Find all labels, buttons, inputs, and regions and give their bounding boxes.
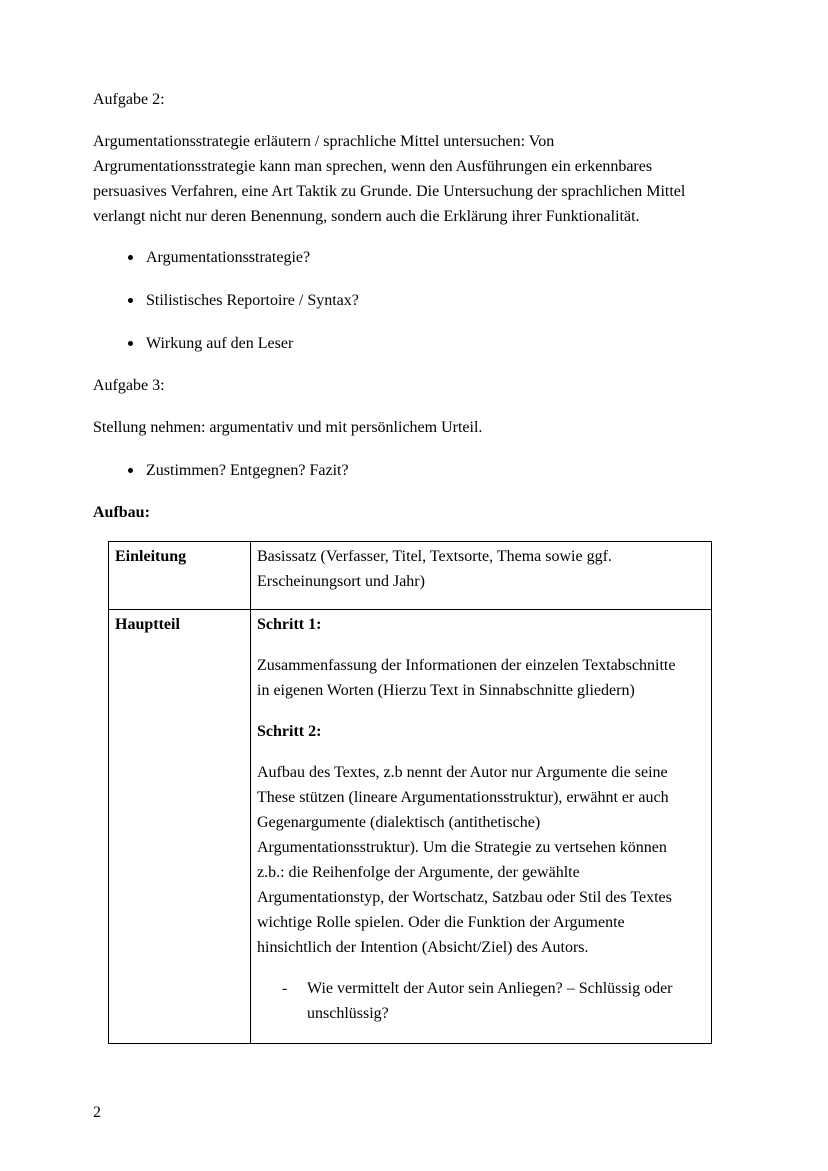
bullet-item: Argumentationsstrategie?	[128, 245, 310, 270]
row-label: Hauptteil	[109, 610, 251, 1044]
aufgabe2-bullet-list	[128, 331, 293, 356]
bullet-item: Stilistisches Reportoire / Syntax?	[128, 288, 359, 313]
cell-line: These stützen (lineare Argumentationsstruktur), erwähnt er auch	[257, 789, 669, 806]
cell-line: Aufbau des Textes, z.b nennt der Autor nur Argumente die seine	[257, 764, 668, 781]
cell-line: z.b.: die Reihenfolge der Argumente, der gewählte	[257, 864, 580, 881]
aufgabe2-heading: Aufgabe 2:	[93, 91, 165, 108]
cell-line: Erscheinungsort und Jahr)	[257, 573, 425, 590]
aufgabe2-paragraph	[93, 129, 733, 229]
dash-list-item	[257, 976, 705, 1026]
dash-marker: -	[282, 980, 288, 997]
paragraph-line: verlangt nicht nur deren Benennung, sondern auch die Erklärung ihrer Funktionalität.	[93, 208, 640, 225]
bullet-item: Zustimmen? Entgegnen? Fazit?	[128, 458, 349, 483]
cell-line: hinsichtlich der Intention (Absicht/Ziel) des Autors.	[257, 939, 589, 956]
aufbau-table	[108, 541, 712, 1044]
row-content	[251, 610, 712, 1044]
bullet-item: Wirkung auf den Leser	[128, 331, 293, 356]
cell-line: Argumentationsstruktur). Um die Strategie zu vertsehen können	[257, 839, 667, 856]
paragraph-line: Argrumentationsstrategie kann man sprechen, wenn den Ausführungen ein erkennbares	[93, 158, 653, 175]
aufgabe2-bullet-list	[128, 288, 359, 313]
aufgabe2-bullet-list	[128, 245, 310, 270]
aufgabe3-paragraph: Stellung nehmen: argumentativ und mit persönlichem Urteil.	[93, 419, 483, 436]
cell-line: Zusammenfassung der Informationen der einzelen Textabschnitte	[257, 657, 676, 674]
schritt1-heading: Schritt 1:	[257, 616, 322, 633]
paragraph-line: persuasives Verfahren, eine Art Taktik zu Grunde. Die Untersuchung der sprachlichen Mittel	[93, 183, 686, 200]
table-row	[109, 542, 712, 610]
aufbau-heading: Aufbau:	[93, 504, 150, 521]
cell-line: in eigenen Worten (Hierzu Text in Sinnabschnitte gliedern)	[257, 682, 635, 699]
row-content	[251, 542, 712, 610]
aufgabe3-heading: Aufgabe 3:	[93, 377, 165, 394]
cell-line: Basissatz (Verfasser, Titel, Textsorte, Thema sowie ggf.	[257, 548, 612, 565]
cell-line: Argumentationstyp, der Wortschatz, Satzbau oder Stil des Textes	[257, 889, 672, 906]
row-label: Einleitung	[109, 542, 251, 610]
schritt2-heading: Schritt 2:	[257, 723, 322, 740]
aufgabe3-bullet-list	[128, 458, 349, 483]
table-row	[109, 610, 712, 1044]
cell-line: Gegenargumente (dialektisch (antithetische)	[257, 814, 541, 831]
cell-line: Wie vermittelt der Autor sein Anliegen? – Schlüssig oder	[307, 980, 673, 997]
page-number: 2	[93, 1104, 101, 1121]
cell-line: unschlüssig?	[307, 1005, 389, 1022]
paragraph-line: Argumentationsstrategie erläutern / sprachliche Mittel untersuchen: Von	[93, 133, 555, 150]
cell-line: wichtige Rolle spielen. Oder die Funktion der Argumente	[257, 914, 625, 931]
